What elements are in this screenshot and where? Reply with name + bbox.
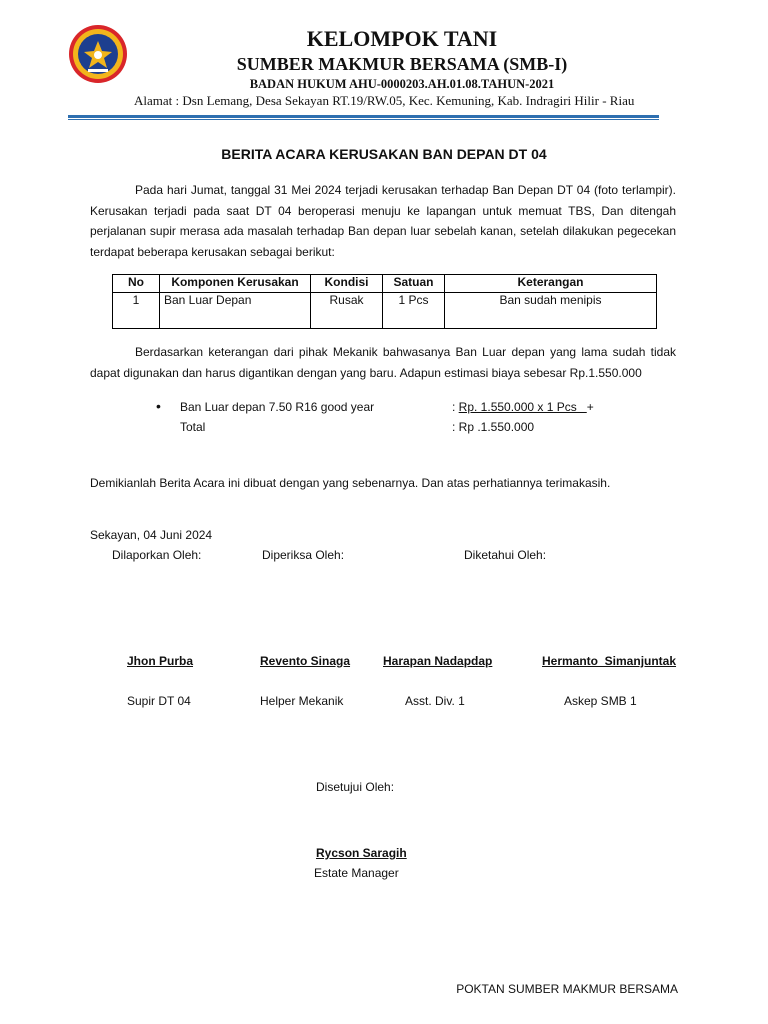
signatory-role: Askep SMB 1 [564,694,637,708]
incident-paragraph: Pada hari Jumat, tanggal 31 Mei 2024 terjadi kerusakan terhadap Ban Depan DT 04 (foto terlampir). Kerusakan terjadi pada saat DT 04 beroperasi menuju ke lapangan untuk memuat TBS, Dan ditengah perjalanan supir merasa ada masalah terhadap Ban depan luar sebelah kanan, setelah dilakukan pegecekan terdapat beberapa kerusakan sebagai berikut: [90,183,676,259]
approver-name: Rycson Saragih [316,846,407,860]
estimate-paragraph: Berdasarkan keterangan dari pihak Mekanik bahwasanya Ban Luar depan yang lama sudah tidak dapat digunakan dan harus digantikan dengan yang baru. Adapun estimasi biaya sebesar Rp.1.550.000 [90,345,676,380]
organization-logo-icon [68,24,128,84]
signatory-name: Hermanto Simanjuntak [542,654,677,668]
header-rule-thin [68,119,659,120]
price-value: Rp. 1.550.000 x 1 Pcs [458,400,587,414]
cost-item: Ban Luar depan 7.50 R16 good year [180,400,375,414]
address: Alamat : Dsn Lemang, Desa Sekayan RT.19/RW.05, Kec. Kemuning, Kab. Indragiri Hilir - Riau [134,93,635,108]
signatory-role: Asst. Div. 1 [405,694,465,708]
signatory-name: Revento Sinaga [260,654,351,668]
page-footer: POKTAN SUMBER MAKMUR BERSAMA [456,982,678,996]
signatory-name: Harapan Nadapdap [383,654,493,668]
total-label: Total [180,420,206,434]
checked-by-label: Diperiksa Oleh: [262,548,345,562]
cell-no: 1 [113,293,160,329]
col-condition: Kondisi [311,275,383,293]
total-value: : Rp .1.550.000 [452,420,535,434]
acknowledged-by-label: Diketahui Oleh: [464,548,547,562]
approver-role: Estate Manager [314,866,399,880]
cell-component: Ban Luar Depan [160,293,311,329]
col-unit: Satuan [383,275,445,293]
cell-condition: Rusak [311,293,383,329]
signatory-role: Helper Mekanik [260,694,344,708]
group-name: SUMBER MAKMUR BERSAMA (SMB-I) [236,54,568,74]
table-row [113,293,657,329]
col-component: Komponen Kerusakan [160,275,311,293]
bullet-icon: • [156,398,161,414]
signatory-role: Supir DT 04 [127,694,191,708]
cell-unit: 1 Pcs [383,293,445,329]
place-date: Sekayan, 04 Juni 2024 [90,528,213,542]
cell-remarks: Ban sudah menipis [445,293,657,329]
damage-table [112,274,657,329]
org-name: KELOMPOK TANI [306,26,498,51]
plus-sign: + [586,400,594,414]
col-remarks: Keterangan [445,275,657,293]
document-title: BERITA ACARA KERUSAKAN BAN DEPAN DT 04 [221,146,547,162]
cost-item-price [452,400,594,414]
closing-statement: Demikianlah Berita Acara ini dibuat dengan yang sebenarnya. Dan atas perhatiannya terimakasih. [90,476,611,490]
reported-by-label: Dilaporkan Oleh: [112,548,202,562]
legal-registration: BADAN HUKUM AHU-0000203.AH.01.08.TAHUN-2021 [249,77,555,91]
table-header-row [113,275,657,293]
price-prefix: : [452,400,459,414]
header-rule [68,115,659,118]
col-no: No [113,275,160,293]
approved-by-label: Disetujui Oleh: [316,780,395,794]
signatory-name: Jhon Purba [127,654,194,668]
